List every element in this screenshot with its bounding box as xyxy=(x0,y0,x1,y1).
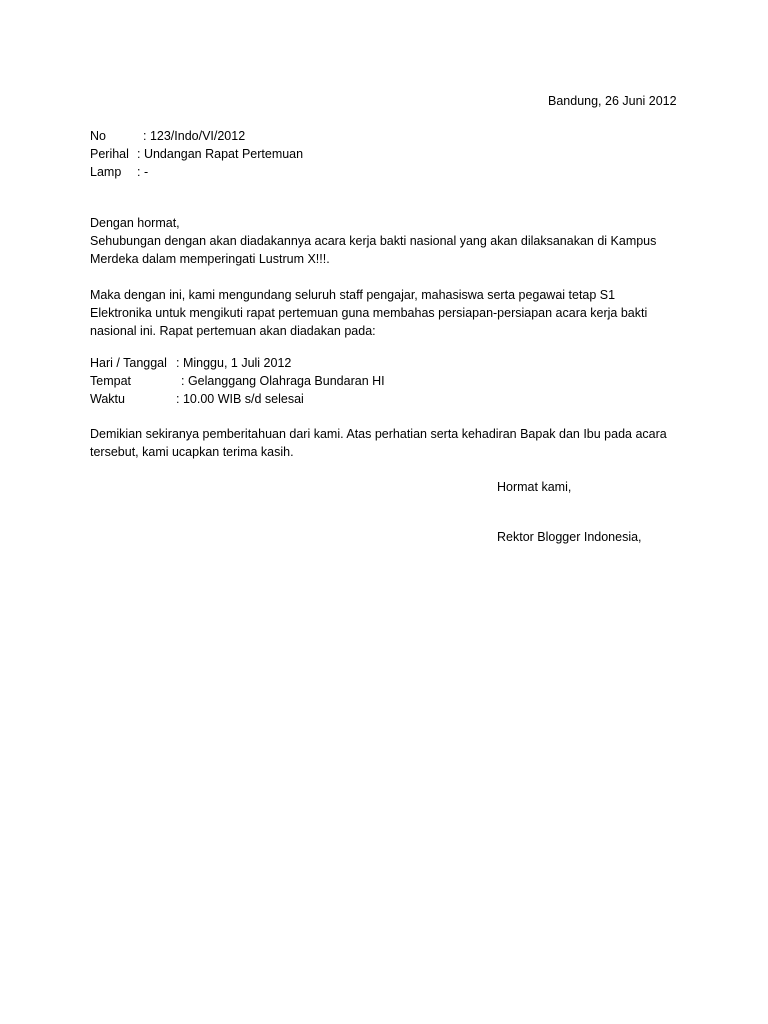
letter-number-row xyxy=(90,127,246,145)
subject-label: Perihal xyxy=(90,147,129,161)
closing-paragraph-line-2: tersebut, kami ucapkan terima kasih. xyxy=(90,445,294,459)
salutation: Dengan hormat, xyxy=(90,216,180,230)
detail-date-row xyxy=(90,354,292,372)
signature-name: Rektor Blogger Indonesia, xyxy=(497,530,642,544)
number-label: No xyxy=(90,129,106,143)
paragraph-2-line-3: nasional ini. Rapat pertemuan akan diadakan pada: xyxy=(90,324,376,338)
number-value: : 123/Indo/VI/2012 xyxy=(143,129,246,143)
letter-date: Bandung, 26 Juni 2012 xyxy=(548,94,677,108)
letter-attachment-row xyxy=(90,163,149,181)
signature-closing: Hormat kami, xyxy=(497,480,572,494)
detail-place-label: Tempat xyxy=(90,374,131,388)
closing-paragraph-line-1: Demikian sekiranya pemberitahuan dari kami. Atas perhatian serta kehadiran Bapak dan Ibu pada acara xyxy=(90,427,667,441)
attachment-value: : - xyxy=(137,165,149,179)
detail-time-label: Waktu xyxy=(90,392,125,406)
paragraph-2-line-2: Elektronika untuk mengikuti rapat pertemuan guna membahas persiapan-persiapan acara kerja bakti xyxy=(90,306,648,320)
subject-value: : Undangan Rapat Pertemuan xyxy=(137,147,304,161)
paragraph-1-line-1: Sehubungan dengan akan diadakannya acara kerja bakti nasional yang akan dilaksanakan di Kampus xyxy=(90,234,657,248)
detail-date-value: : Minggu, 1 Juli 2012 xyxy=(176,356,292,370)
detail-time-row xyxy=(90,390,304,408)
attachment-label: Lamp xyxy=(90,165,122,179)
detail-place-row xyxy=(90,372,385,390)
paragraph-1-line-2: Merdeka dalam memperingati Lustrum X!!!. xyxy=(90,252,330,266)
detail-place-value: : Gelanggang Olahraga Bundaran HI xyxy=(181,374,385,388)
letter-subject-row xyxy=(90,145,304,163)
paragraph-2-line-1: Maka dengan ini, kami mengundang seluruh staff pengajar, mahasiswa serta pegawai tetap S1 xyxy=(90,288,616,302)
detail-time-value: : 10.00 WIB s/d selesai xyxy=(176,392,304,406)
detail-date-label: Hari / Tanggal xyxy=(90,356,167,370)
